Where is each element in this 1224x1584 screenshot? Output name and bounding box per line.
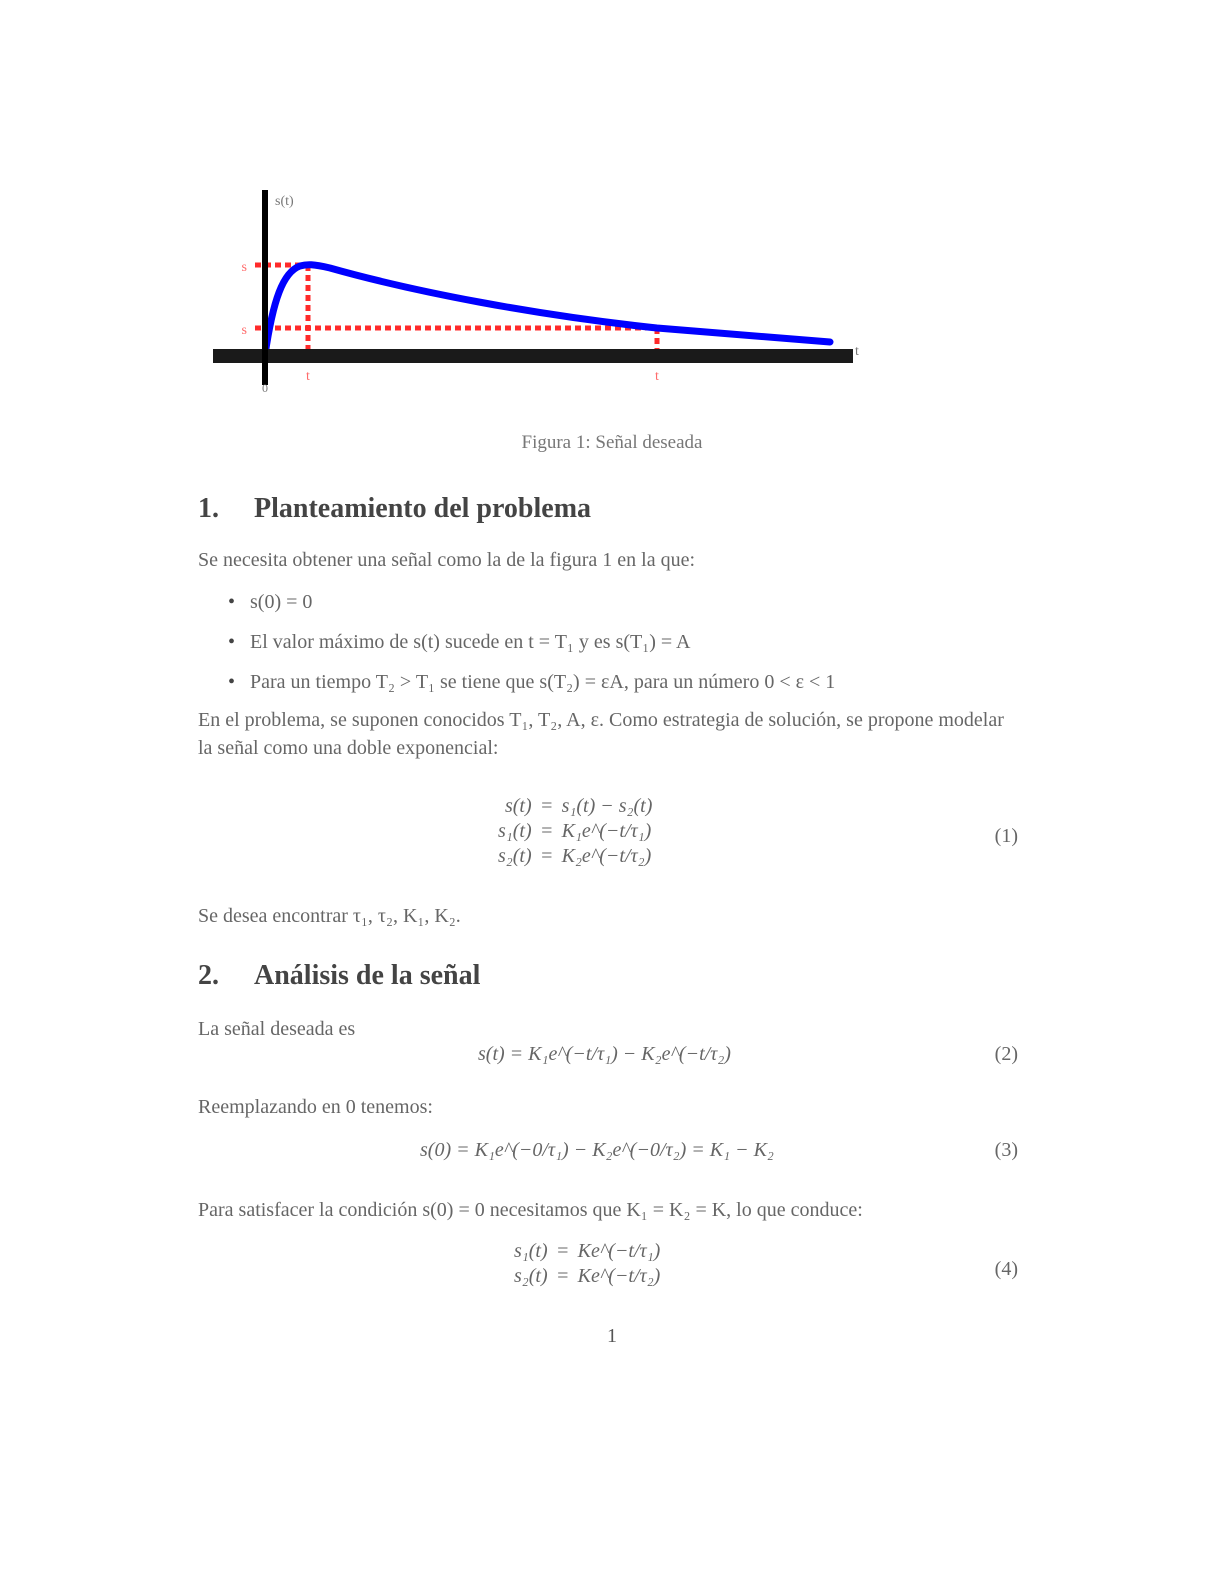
list-item: [228, 588, 835, 628]
origin-label: 0: [262, 381, 268, 395]
equation-2: [198, 1043, 1018, 1073]
list-item: [228, 628, 835, 668]
section-2-number: 2.: [198, 960, 219, 991]
section-2-intro: La señal deseada es: [198, 1018, 356, 1040]
y-axis-label: s(t): [275, 194, 294, 209]
eq4-row2-rel: =: [555, 1265, 570, 1287]
list-item-text: Para un tiempo T₂ > T₁ se tiene que s(T₂) = εA, para un número 0 < ε < 1: [250, 671, 836, 693]
equation-4-number: (4): [994, 1258, 1018, 1280]
section-1-heading: [198, 493, 591, 525]
eq1-row1-lhs: s(t): [504, 795, 532, 817]
page-number: 1: [607, 1325, 617, 1347]
equation-4: [198, 1240, 1018, 1302]
bullet-icon: •: [228, 591, 236, 613]
section-1-number: 1.: [198, 493, 219, 524]
bullet-icon: •: [228, 671, 236, 693]
eq1-row3-lhs: s₂(t): [498, 845, 532, 867]
eq1-row2-rel: =: [539, 820, 554, 842]
eq4-row1-lhs: s₁(t): [514, 1240, 548, 1262]
tick-s-high: s: [241, 260, 247, 275]
eq4-row2-lhs: s₂(t): [514, 1265, 548, 1287]
section-2-heading: [198, 960, 480, 992]
bullet-icon: •: [228, 631, 236, 653]
section-1-paragraph: En el problema, se suponen conocidos T₁, T₂, A, ε. Como estrategia de solución, se propone modelar la señal como una doble exponencial:: [198, 709, 1004, 759]
x-axis: [213, 349, 853, 363]
section-1-title: Planteamiento del problema: [254, 493, 592, 524]
equation-1: [198, 795, 1018, 885]
list-item-text: El valor máximo de s(t) sucede en t = T₁ y es s(T₁) = A: [250, 631, 691, 653]
eq4-row1-rel: =: [555, 1240, 570, 1262]
eq1-row2-rhs: K₁e^(−t/τ₁): [561, 820, 652, 842]
eq1-row3-rel: =: [539, 845, 554, 867]
tick-s-low: s: [241, 323, 247, 338]
equation-3-number: (3): [994, 1139, 1018, 1161]
eq1-row1-rhs: s₁(t) − s₂(t): [561, 795, 653, 817]
equation-1-array: [498, 795, 652, 868]
section-2-title: Análisis de la señal: [254, 960, 481, 991]
conditions-list: [228, 588, 835, 708]
equation-2-number: (2): [994, 1043, 1018, 1065]
paragraph-2: Reemplazando en 0 tenemos:: [198, 1096, 433, 1118]
eq1-row2-lhs: s₁(t): [498, 820, 532, 842]
section-1-intro: Se necesita obtener una señal como la de la figura 1 en la que:: [198, 549, 696, 571]
list-item-text: s(0) = 0: [250, 591, 313, 613]
tick-t1: t: [306, 369, 310, 384]
figure-caption: Figura 1: Señal deseada: [521, 432, 703, 453]
equation-2-body: s(t) = K₁e^(−t/τ₁) − K₂e^(−t/τ₂): [478, 1043, 731, 1065]
equation-3-body: s(0) = K₁e^(−0/τ₁) − K₂e^(−0/τ₂) = K₁ − K₂: [420, 1139, 774, 1161]
after-equation-1-text: Se desea encontrar τ₁, τ₂, K₁, K₂.: [198, 905, 461, 927]
equation-4-array: [514, 1240, 660, 1288]
eq4-row2-rhs: Ke^(−t/τ₂): [577, 1265, 661, 1287]
signal-curve: [265, 265, 830, 355]
equation-3: [198, 1139, 1018, 1169]
paragraph-3: Para satisfacer la condición s(0) = 0 necesitamos que K₁ = K₂ = K, lo que conduce:: [198, 1199, 863, 1221]
signal-figure: [195, 180, 885, 395]
eq4-row1-rhs: Ke^(−t/τ₁): [577, 1240, 661, 1262]
eq1-row3-rhs: K₂e^(−t/τ₂): [561, 845, 652, 867]
list-item: [228, 668, 835, 708]
equation-1-number: (1): [994, 825, 1018, 847]
x-axis-label: t: [855, 344, 859, 359]
tick-t2: t: [655, 369, 659, 384]
eq1-row1-rel: =: [539, 795, 554, 817]
